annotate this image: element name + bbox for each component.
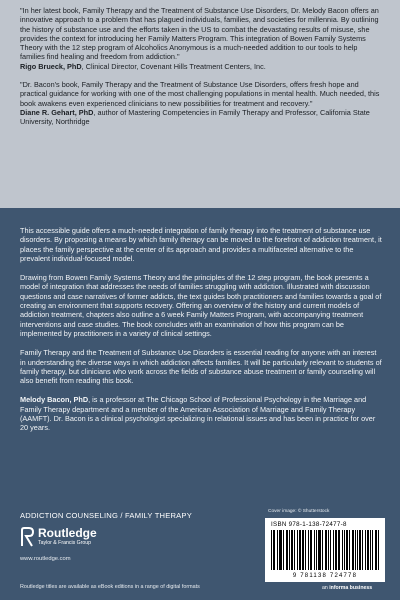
publisher-website: www.routledge.com <box>20 556 71 562</box>
barcode-number: 9 781138 724778 <box>292 573 358 579</box>
subject-category: ADDICTION COUNSELING / FAMILY THERAPY <box>20 511 192 520</box>
description-paragraph: This accessible guide offers a much-needed integration of family therapy into the treatment of substance use disorders. By proposing a means by which family therapy can be moved to the forefront of addiction treatment, it places the family perspective at the center of its approach and provides a multifaceted alternative to the prevalent individual-focused model. <box>20 226 382 263</box>
isbn: ISBN 978-1-138-72477-8 <box>271 521 347 528</box>
book-description <box>20 226 382 443</box>
author-bio <box>20 395 382 432</box>
imprint <box>322 585 372 591</box>
imprint-prefix: an <box>322 585 330 591</box>
barcode-icon <box>271 530 379 570</box>
endorsements <box>20 6 382 136</box>
publisher-group: Taylor & Francis Group <box>38 540 92 546</box>
author-name: Melody Bacon, PhD <box>20 395 89 405</box>
author-bio-text: , is a professor at The Chicago School of Professional Psychology in the Marriage and Family Therapy department and a member of the American Association of Marriage and Family Therapy (AAMFT). Dr. Bacon is a clinical psychologist specializing in relational issues and has been in practice for over 20 years. <box>20 395 376 433</box>
ebook-note: Routledge titles are available as eBook editions in a range of digital formats <box>20 584 200 590</box>
description-paragraph: Family Therapy and the Treatment of Substance Use Disorders is essential reading for anyone with an interest in understanding the diverse ways in which addiction affects families. It will be particularly relevant to students of family therapy, but clinicians who work across the fields of substance abuse treatment or family counseling will also benefit from reading this book. <box>20 348 382 386</box>
publisher-name <box>38 527 97 546</box>
endorser-name: Diane R. Gehart, PhD <box>20 107 94 117</box>
barcode-box <box>265 518 385 582</box>
imprint-brand: informa business <box>329 585 373 591</box>
endorsement <box>20 80 382 126</box>
endorsement-quote: "Dr. Bacon's book, Family Therapy and the Treatment of Substance Use Disorders, offers fresh hope and practical guidance for working with one of the most challenging populations in mental health. Much needed, this book awakens even experienced clinicians to new possibilities for treatment and recovery." <box>20 80 380 108</box>
endorsement-attribution <box>20 62 382 71</box>
cover-image-credit: Cover image: © Shutterstock <box>268 509 330 514</box>
description-paragraph: Drawing from Bowen Family Systems Theory and the principles of the 12 step program, the book presents a model of integration that addresses the needs of families struggling with addiction. Illustrated with discussion questions and case narratives of former addicts, the text guides both practitioners and families towards a goal of creating an environment that supports recovery. Offering an overview of the history and current models of addiction treatment, chapters also outline a 6 week Family Matters Program, with accompanying treatment interventions and case studies. The book concludes with an examination of how this program can be implemented by practitioners in a variety of clinical settings. <box>20 273 382 338</box>
endorser-affiliation: , Clinical Director, Covenant Hills Treatment Centers, Inc. <box>81 61 266 71</box>
endorser-affiliation: , author of Mastering Competencies in Family Therapy and Professor, California State University, Northridge <box>20 107 370 127</box>
endorsement-attribution <box>20 108 382 127</box>
publisher-logo <box>20 527 97 547</box>
endorsement <box>20 6 382 71</box>
routledge-logo-icon <box>20 527 34 547</box>
publisher-brand: Routledge <box>38 526 97 540</box>
endorsement-quote: "In her latest book, Family Therapy and the Treatment of Substance Use Disorders, Dr. Melody Bacon offers an innovative approach to a problem that has plagued individuals, families, and societies for millennia. By outlining the history of substance use and the efforts taken in the US to combat the devastating results of misuse, she provides the context for introducing her Family Matters Program. This integration of Bowen Family Systems Theory with the 12 step program of Alcoholics Anonymous is a much-needed addition to our tools to help families find healing and freedom from addiction." <box>20 6 379 62</box>
endorser-name: Rigo Brueck, PhD <box>20 61 82 71</box>
